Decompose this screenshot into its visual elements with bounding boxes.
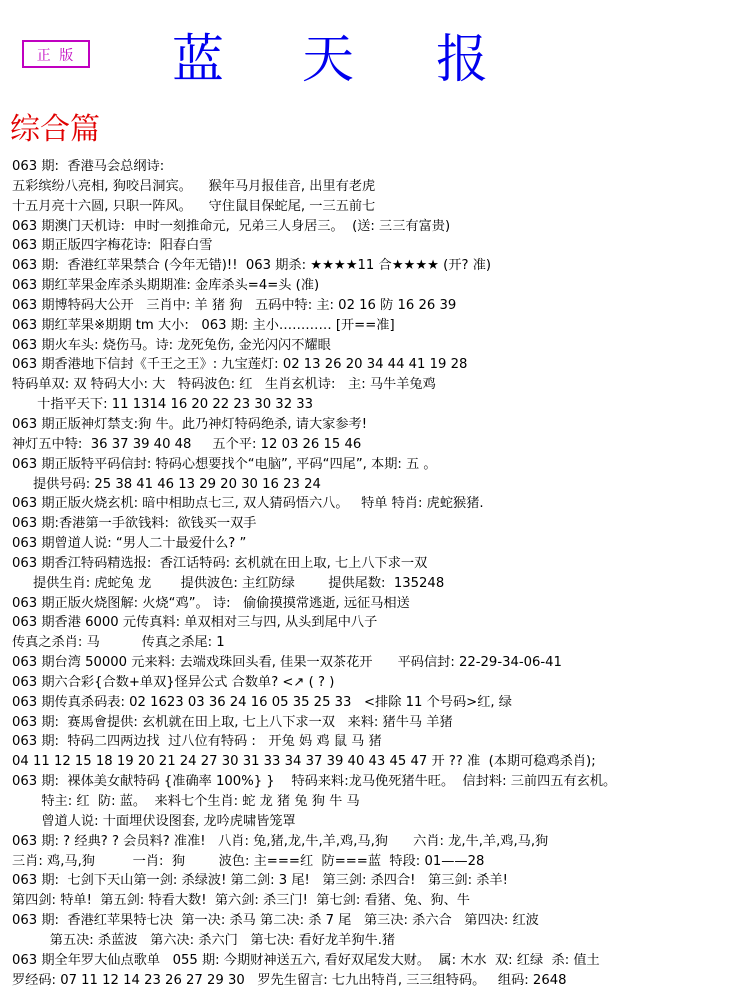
content-line: 063 期正版火烧玄机: 暗中相助点七三, 双人猜码悟六八。 特单 特肖: 虎蛇猴猪. xyxy=(12,496,484,512)
content-line: 063 期澳门天机诗: 申时一刻推命元, 兄弟三人身居三。 (送: 三三有富贵) xyxy=(12,218,451,234)
content-line: 第五决: 杀蓝波 第六决: 杀六门 第七决: 看好龙羊狗牛.猪 xyxy=(12,932,396,948)
content-line: 传真之杀肖: 马 传真之杀尾: 1 xyxy=(12,635,225,651)
edition-badge: 正 版 xyxy=(22,40,90,68)
content-line: 提供号码: 25 38 41 46 13 29 20 30 16 23 24 xyxy=(12,476,321,492)
content-line: 063 期火车头: 烧伤马。诗: 龙死兔伤, 金光闪闪不耀眼 xyxy=(12,337,331,353)
content-line: 063 期: ? 经典? ? 会员料? 准准! 八肖: 兔,猪,龙,牛,羊,鸡,马,狗 六肖: 龙,牛,羊,鸡,马,狗 xyxy=(12,833,549,849)
content-line: 063 期: 七剑下天山第一剑: 杀绿波! 第二剑: 3 尾! 第三剑: 杀四合! 第三剑: 杀羊! xyxy=(12,873,508,889)
title-char-3: 报 xyxy=(436,30,489,90)
content-line: 十五月亮十六圆, 只职一阵风。 守住鼠目保蛇尾, 一三五前七 xyxy=(12,198,376,214)
content-line: 063 期: 特码二四两边找 过八位有特码 : 开兔 妈 鸡 鼠 马 猪 xyxy=(12,734,382,750)
content-line: 提供生肖: 虎蛇兔 龙 提供波色: 主红防绿 提供尾数: 135248 xyxy=(12,575,445,591)
content-line: 十指平天下: 11 1314 16 20 22 23 30 32 33 xyxy=(12,397,314,413)
content-line: 063 期香江特码精选报: 香江话特码: 玄机就在田上取, 七上八下求一双 xyxy=(12,555,428,571)
content-line: 063 期正版神灯禁支:狗 牛。此乃神灯特码绝杀, 请大家参考! xyxy=(12,416,367,432)
content-line: 063 期正版四字梅花诗: 阳春白雪 xyxy=(12,238,213,254)
content-line: 063 期红苹果金库杀头期期准: 金库杀头=4=头 (准) xyxy=(12,278,320,294)
content-line: 063 期六合彩{合数+单双}怪异公式 合数单? <↗ ( ? ) xyxy=(12,674,335,690)
title-char-1: 蓝 xyxy=(172,30,225,90)
content-lines xyxy=(12,157,732,990)
content-line: 063 期:香港第一手欲钱料: 欲钱买一双手 xyxy=(12,516,257,532)
content-line: 063 期曾道人说: “男人二十最爱什么? ” xyxy=(12,536,247,552)
content-line: 063 期: 香港马会总纲诗: xyxy=(12,159,165,174)
content-line: 063 期: 香港红苹果特七决 第一决: 杀马 第二决: 杀 7 尾 第三决: 杀六合 第四决: 红波 xyxy=(12,913,539,929)
content-line: 063 期传真杀码表: 02 1623 03 36 24 16 05 35 25 33 <排除 11 个号码>红, 绿 xyxy=(12,694,512,710)
section-title: 综合篇 xyxy=(10,112,100,147)
content-line: 063 期: 裸体美女献特码 {准确率 100%} } 特码来料:龙马俛死猪牛旺。 信封料: 三前四五有玄机。 xyxy=(12,774,617,790)
content-line: 曾道人说: 十面埋伏设图套, 龙吟虎啸皆笼罩 xyxy=(12,813,296,829)
content-line: 063 期香港地下信封《千王之王》: 九宝莲灯: 02 13 26 20 34 44 41 19 28 xyxy=(12,357,468,373)
content-line: 神灯五中特: 36 37 39 40 48 五个平: 12 03 26 15 46 xyxy=(12,436,362,452)
content-line: 04 11 12 15 18 19 20 21 24 27 30 31 33 34 37 39 40 43 45 47 开 ?? 准 (本期可稳鸡杀肖); xyxy=(12,754,596,770)
content-line: 063 期正版特平码信封: 特码心想要找个“电脑”, 平码“四尾”, 本期: 五 。 xyxy=(12,456,437,472)
content-line: 063 期正版火烧图解: 火烧“鸡”。 诗: 偷偷摸摸常逃逝, 远征马相送 xyxy=(12,595,410,611)
content-line: 第四剑: 特单! 第五剑: 特看大数! 第六剑: 杀三门! 第七剑: 看猪、兔、狗、牛 xyxy=(12,893,470,909)
content-line: 三肖: 鸡,马,狗 一肖: 狗 波色: 主===红 防===蓝 特段: 01——28 xyxy=(12,853,485,869)
content-line: 063 期全年罗大仙点歌单 055 期: 今期财神送五六, 看好双尾发大财。 属: 木水 双: 红绿 杀: 值土 xyxy=(12,952,600,968)
title-char-2: 天 xyxy=(302,30,355,90)
content-line: 063 期博特码大公开 三肖中: 羊 猪 狗 五码中特: 主: 02 16 防 16 26 39 xyxy=(12,297,457,313)
content-line: 063 期: 赛馬會提供: 玄机就在田上取, 七上八下求一双 来料: 猪牛马 羊猪 xyxy=(12,714,453,730)
content-line: 五彩缤纷八亮相, 狗咬吕洞宾。 猴年马月报佳音, 出里有老虎 xyxy=(12,178,376,194)
content-line: 063 期红苹果※期期 tm 大小: 063 期: 主小………… [开==准] xyxy=(12,317,395,333)
content-line: 063 期香港 6000 元传真料: 单双相对三与四, 从头到尾中八子 xyxy=(12,615,378,631)
content-line: 063 期: 香港红苹果禁合 (今年无错)!! 063 期杀: ★★★★11 合★★★★ (开? 准) xyxy=(12,258,492,274)
content-line: 063 期台湾 50000 元来料: 去端戏珠回头看, 佳果一双茶花开 平码信封: 22-29-34-06-41 xyxy=(12,655,562,671)
content-line: 特主: 红 防: 蓝。 来料七个生肖: 蛇 龙 猪 兔 狗 牛 马 xyxy=(12,794,360,809)
content-line: 特码单双: 双 特码大小: 大 特码波色: 红 生肖玄机诗: 主: 马牛羊兔鸡 xyxy=(12,377,436,393)
content-line: 罗经码: 07 11 12 14 23 26 27 29 30 罗先生留言: 七九出特肖, 三三组特码。 组码: 2648 xyxy=(12,972,567,988)
